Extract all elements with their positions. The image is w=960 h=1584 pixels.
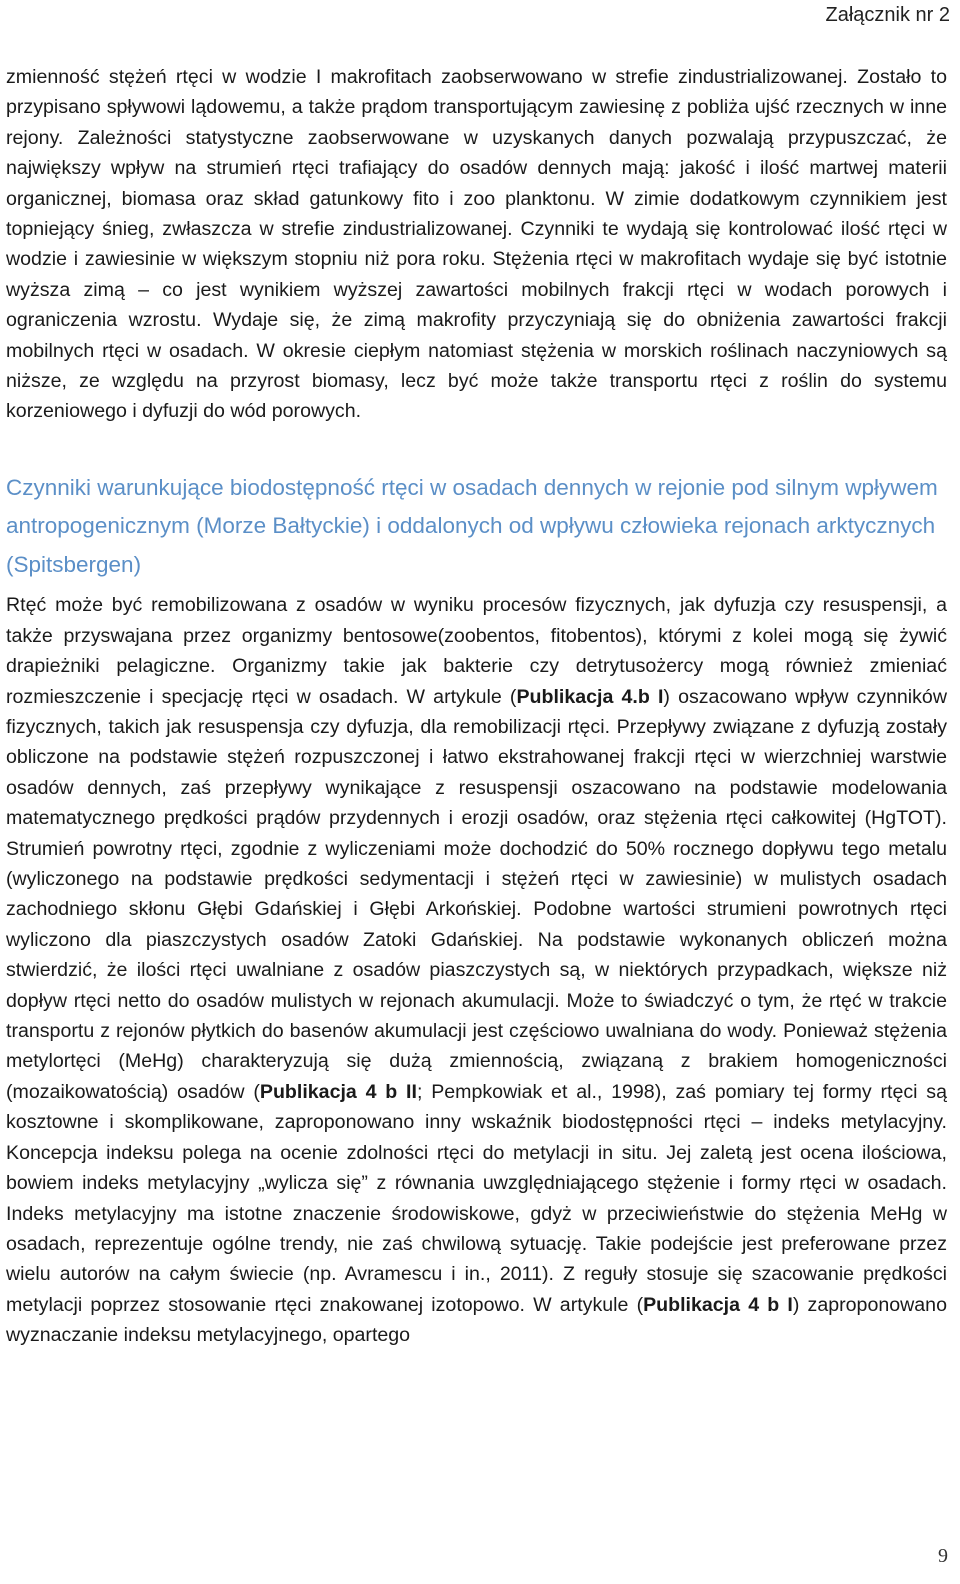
publication-reference: Publikacja 4 b I <box>643 1293 793 1316</box>
document-body <box>6 62 947 1351</box>
body-paragraph-2 <box>6 590 947 1350</box>
publication-reference: Publikacja 4 b II <box>259 1080 417 1103</box>
paragraph-text-segment: ; Pempkowiak et al., 1998), zaś pomiary tej formy rtęci są kosztowne i skomplikowane, zaproponowano inny wskaźnik biodostępności rtęci – indeks metylacyjny. Koncepcja indeksu polega na ocenie zdolności rtęci do metylacji in situ. Jej zaletą jest ocena ilościowa, bowiem indeks metylacyjny „wylicza się” z równania uwzględniającego stężenie i formy rtęci w osadach. Indeks metylacyjny ma istotne znaczenie środowiskowe, gdyż w przeciwieństwie do stężenia MeHg w osadach, reprezentuje ogólne trendy, nie zaś chwilową sytuację. Takie podejście jest preferowane przez wielu autorów na całym świecie (np. Avramescu i in., 2011). Z reguły stosuje się szacowanie prędkości metylacji poprzez stosowanie rtęci znakowanej izotopowo. W artykule ( <box>6 1080 947 1316</box>
publication-reference: Publikacja 4.b I <box>516 685 664 708</box>
attachment-label: Załącznik nr 2 <box>825 4 950 26</box>
page-number: 9 <box>938 1545 948 1567</box>
paragraph-text-segment: ) zaproponowano wyznaczanie indeksu metylacyjnego, opartego <box>6 1293 947 1347</box>
section-heading: Czynniki warunkujące biodostępność rtęci w osadach dennych w rejonie pod silnym wpływem antropogenicznym (Morze Bałtyckie) i oddalonych od wpływu człowieka rejonach arktycznych (Spitsbergen) <box>6 474 938 577</box>
paragraph-text-segment: Rtęć może być remobilizowana z osadów w wyniku procesów fizycznych, jak dyfuzja czy resuspensji, a także przyswajana przez organizmy bentosowe(zoobentos, fitobentos), którymi z kolei mogą się żywić drapieżniki pelagiczne. Organizmy takie jak bakterie czy detrytusożercy mogą również zmieniać rozmieszczenie i specjację rtęci w osadach. W artykule ( <box>6 594 947 708</box>
body-paragraph-1: zmienność stężeń rtęci w wodzie I makrofitach zaobserwowano w strefie zindustrializowanej. Zostało to przypisano spływowi lądowemu, a także prądom transportującym zawiesinę z pobliża ujść rzecznych w inne rejony. Zależności statystyczne zaobserwowane w uzyskanych danych pozwalają przypuszczać, że największy wpływ na strumień rtęci trafiający do osadów dennych mają: jakość i ilość martwej materii organicznej, biomasa oraz skład gatunkowy fito i zoo planktonu. W zimie dodatkowym czynnikiem jest topniejący śnieg, zwłaszcza w strefie zindustrializowanej. Czynniki te wydają się kontrolować ilość rtęci w wodzie i zawiesinie w większym stopniu niż pora roku. Stężenia rtęci w makrofitach wydaje się być istotnie wyższa zimą – co jest wynikiem wyższej zawartości mobilnych frakcji rtęci w wodach porowych i ograniczenia wzrostu. Wydaje się, że zimą makrofity przyczyniają się do obniżenia zawartości frakcji mobilnych rtęci w osadach. W okresie ciepłym natomiast stężenia w morskich roślinach naczyniowych są niższe, ze względu na przyrost biomasy, lecz być może także transportu rtęci z roślin do systemu korzeniowego i dyfuzji do wód porowych. <box>6 66 947 423</box>
paragraph-text-segment: ) oszacowano wpływ czynników fizycznych, takich jak resuspensja czy dyfuzja, dla remobilizacji rtęci. Przepływy związane z dyfuzją zostały obliczone na podstawie stężeń rozpuszczonej i łatwo ekstrahowanej frakcji rtęci w wierzchniej warstwie osadów dennych, zaś przepływy wynikające z resuspensji oszacowano na podstawie modelowania matematycznego prędkości prądów przydennych i erozji osadów, oraz stężenia rtęci całkowitej (HgTOT). Strumień powrotny rtęci, zgodnie z wyliczeniami może dochodzić do 50% rocznego dopływu tego metalu (wyliczonego na podstawie prędkości sedymentacji i stężeń rtęci w zawiesinie) w mulistych osadach zachodniego skłonu Głębi Gdańskiej i Głębi Arkońskiej. Podobne wartości strumieni powrotnych rtęci wyliczono dla piaszczystych osadów Zatoki Gdańskiej. Na podstawie wykonanych obliczeń można stwierdzić, że ilości rtęci uwalniane z osadów piaszczystych są, w niektórych przypadkach, większe niż dopływ rtęci netto do osadów mulistych w rejonach akumulacji. Może to świadczyć o tym, że rtęć w trakcie transportu z rejonów płytkich do basenów akumulacji jest częściowo uwalniana do wody. Ponieważ stężenia metylortęci (MeHg) charakteryzują się dużą zmiennością, związaną z brakiem homogeniczności (mozaikowatością) osadów ( <box>6 685 947 1103</box>
